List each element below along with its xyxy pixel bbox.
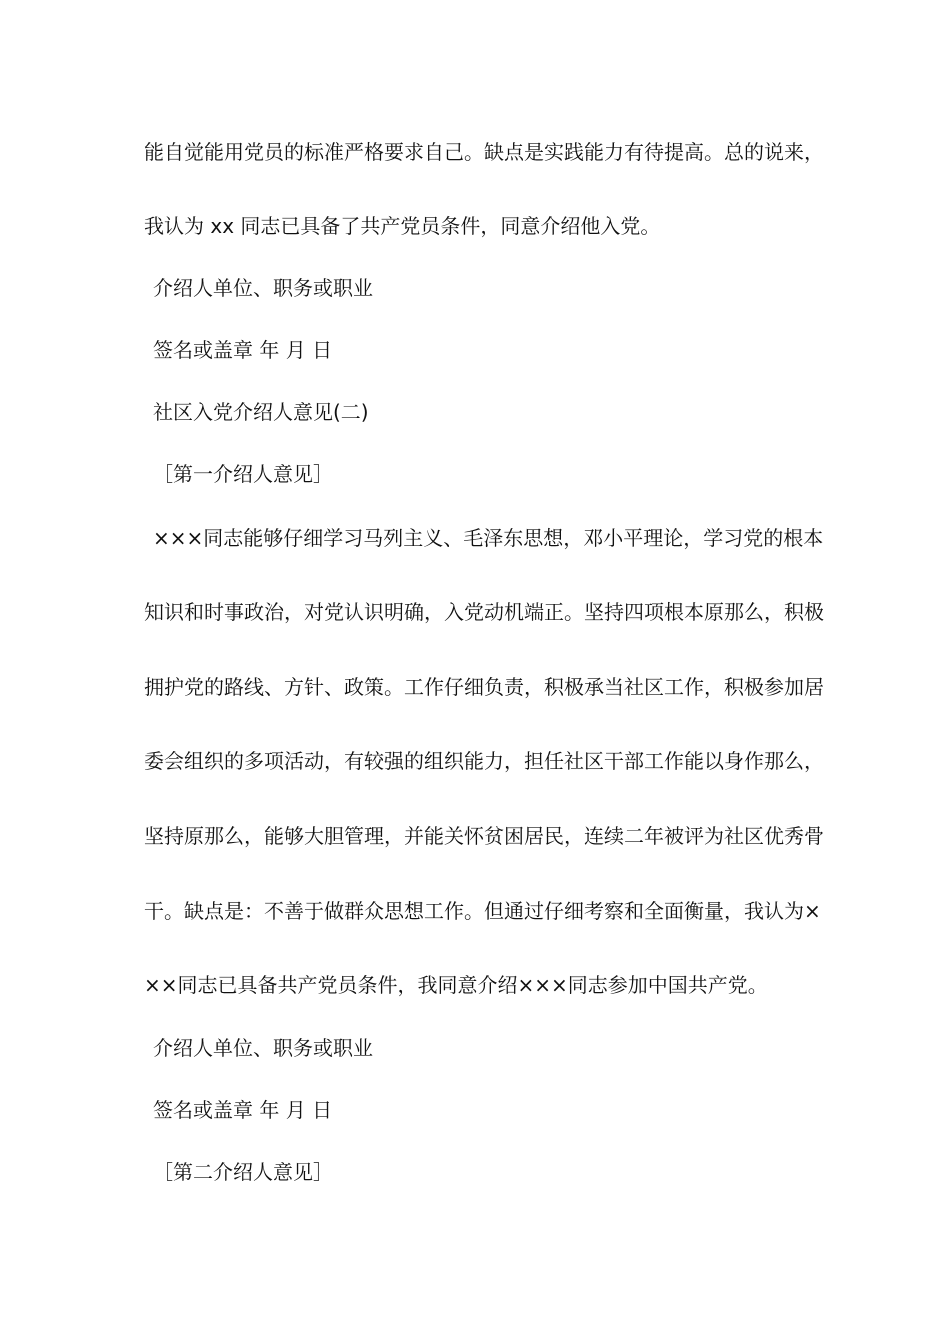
first-introducer-heading: ［第一介绍人意见］ [153,462,333,486]
introducer-unit-label-2: 介绍人单位、职务或职业 [153,1036,373,1060]
paragraph-line-3: ×××同志能够仔细学习马列主义、毛泽东思想，邓小平理论，学习党的根本 [153,526,824,550]
paragraph-line-7: 坚持原那么，能够大胆管理，并能关怀贫困居民，连续二年被评为社区优秀骨 [144,824,824,848]
section-heading: 社区入党介绍人意见(二) [153,400,369,424]
introducer-unit-label: 介绍人单位、职务或职业 [153,276,373,300]
paragraph-line-4: 知识和时事政治，对党认识明确，入党动机端正。坚持四项根本原那么，积极 [144,600,824,624]
paragraph-line-5: 拥护党的路线、方针、政策。工作仔细负责，积极承当社区工作，积极参加居 [144,675,824,699]
paragraph-line-6: 委会组织的多项活动，有较强的组织能力，担任社区干部工作能以身作那么， [144,749,824,773]
paragraph-line-1: 能自觉能用党员的标准严格要求自己。缺点是实践能力有待提高。总的说来， [144,140,824,164]
signature-date-label: 签名或盖章 年 月 日 [153,338,333,362]
paragraph-line-9: ××同志已具备共产党员条件，我同意介绍×××同志参加中国共产党。 [144,973,768,997]
paragraph-line-8: 干。缺点是：不善于做群众思想工作。但通过仔细考察和全面衡量，我认为× [144,899,821,923]
second-introducer-heading: ［第二介绍人意见］ [153,1160,333,1184]
signature-date-label-2: 签名或盖章 年 月 日 [153,1098,333,1122]
paragraph-line-2: 我认为 xx 同志已具备了共产党员条件，同意介绍他入党。 [144,214,661,238]
